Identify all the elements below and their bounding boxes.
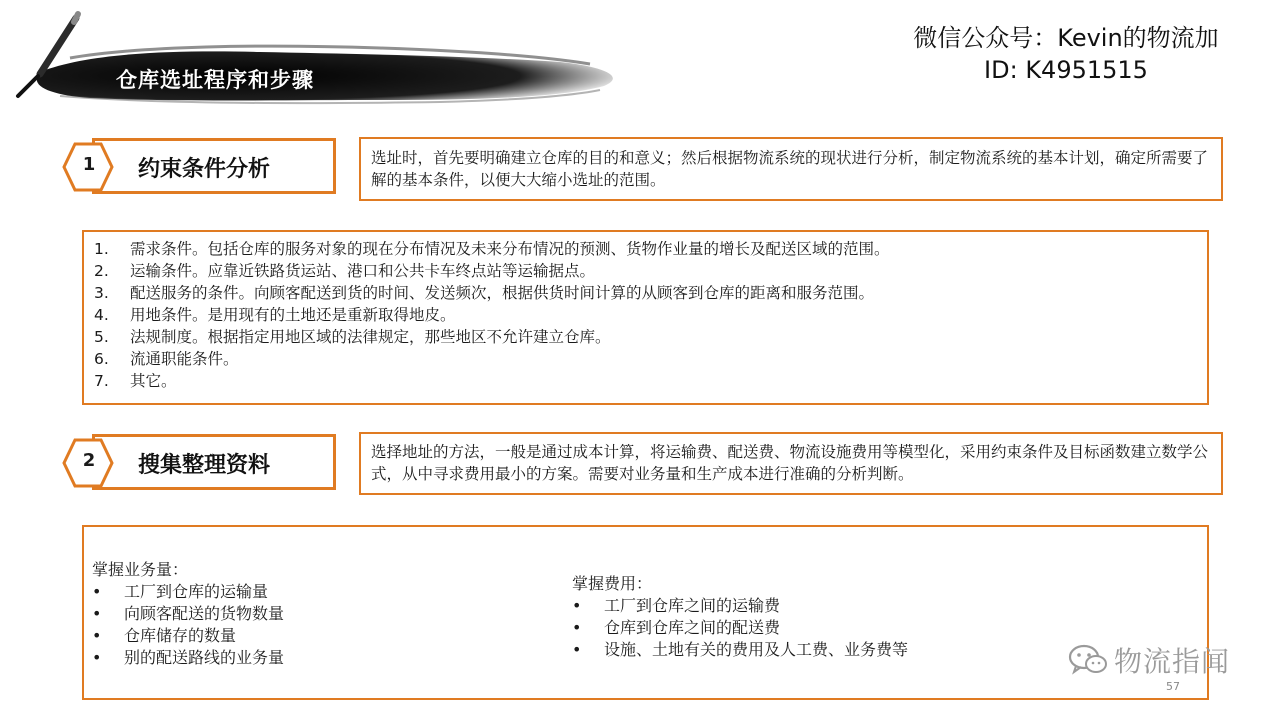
step-1-label: 约束条件分析: [138, 157, 271, 182]
wechat-icon: [1068, 642, 1108, 678]
list-item: 1. 需求条件。包括仓库的服务对象的现在分布情况及未来分布情况的预测、货物作业量的增长及配送区域的范围。: [94, 240, 890, 258]
step-1-number: 1: [82, 154, 96, 175]
wechat-logo: [1068, 640, 1230, 680]
list-item: 5. 法规制度。根据指定用地区域的法律规定，那些地区不允许建立仓库。: [94, 328, 611, 346]
step-1-description-box: [359, 137, 1223, 201]
wechat-account: [886, 22, 1246, 86]
list-item: • 向顾客配送的货物数量: [92, 604, 285, 623]
data-collection-box: [82, 525, 1209, 700]
conditions-list: [94, 238, 1197, 392]
page-number: 57: [1166, 680, 1180, 693]
list-item: • 别的配送路线的业务量: [92, 648, 285, 667]
step-2-number: 2: [82, 450, 96, 471]
list-item: • 工厂到仓库的运输量: [92, 582, 269, 601]
page-title: 仓库选址程序和步骤: [116, 68, 314, 92]
step-2-description: 选择地址的方法，一般是通过成本计算，将运输费、配送费、物流设施费用等模型化，采用约束条件及目标函数建立数学公式，从中寻求费用最小的方案。需要对业务量和生产成本进行准确的分析判断。: [371, 443, 1209, 483]
logo-text: 物流指闻: [1114, 645, 1231, 678]
list-item: • 仓库储存的数量: [92, 626, 237, 645]
wechat-line-2: ID: K4951515: [984, 56, 1148, 84]
workload-list: [92, 581, 284, 669]
workload-title: 掌握业务量：: [92, 560, 189, 579]
list-item: 6. 流通职能条件。: [94, 350, 239, 368]
ink-brush-icon: [0, 0, 640, 110]
workload-column: [92, 559, 284, 669]
cost-title: 掌握费用：: [572, 574, 653, 593]
step-2-tag: [62, 434, 338, 494]
step-1-description: 选址时，首先要明确建立仓库的目的和意义；然后根据物流系统的现状进行分析，制定物流系统的基本计划，确定所需要了解的基本条件，以便大大缩小选址的范围。: [371, 149, 1209, 189]
list-item: • 设施、土地有关的费用及人工费、业务费等: [572, 640, 909, 659]
list-item: • 工厂到仓库之间的运输费: [572, 596, 781, 615]
conditions-box: [82, 230, 1209, 405]
header-banner: [0, 0, 640, 110]
step-2-label: 搜集整理资料: [138, 453, 271, 478]
list-item: 4. 用地条件。是用现有的土地还是重新取得地皮。: [94, 306, 456, 324]
list-item: 7. 其它。: [94, 372, 177, 390]
list-item: • 仓库到仓库之间的配送费: [572, 618, 781, 637]
step-2-description-box: [359, 432, 1223, 495]
step-1-tag: [62, 138, 338, 198]
list-item: 2. 运输条件。应靠近铁路货运站、港口和公共卡车终点站等运输据点。: [94, 262, 596, 280]
cost-list: [572, 595, 908, 661]
cost-column: [572, 573, 908, 661]
wechat-line-1: 微信公众号：Kevin的物流加: [913, 24, 1219, 52]
list-item: 3. 配送服务的条件。向顾客配送到货的时间、发送频次，根据供货时间计算的从顾客到仓库的距离和服务范围。: [94, 284, 875, 302]
